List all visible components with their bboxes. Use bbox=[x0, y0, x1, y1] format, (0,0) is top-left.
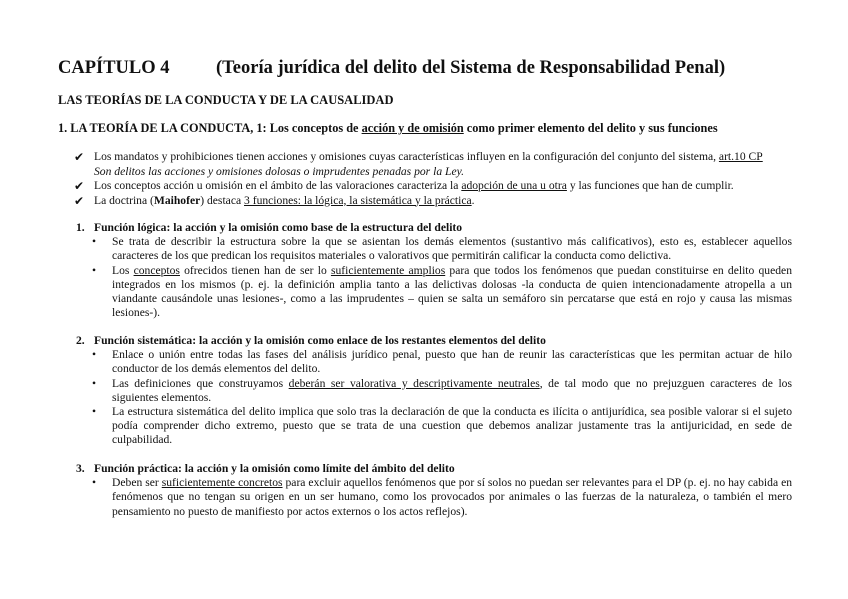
section-practical bbox=[76, 462, 792, 519]
bullet-icon: • bbox=[92, 376, 97, 390]
chapter-subtitle: (Teoría jurídica del delito del Sistema de Responsabilidad Penal) bbox=[216, 58, 726, 78]
check-item: ✔ Los conceptos acción u omisión en el ámbito de las valoraciones caracteriza la adopción de una u otra y las funciones que han de cumplir. bbox=[74, 179, 734, 193]
bullet-icon: • bbox=[92, 405, 97, 419]
section-title: 1. Función lógica: la acción y la omisión como base de la estructura del delito bbox=[76, 221, 463, 234]
list-item: • Los conceptos ofrecidos tienen han de ser lo suficientemente amplios para que todos los fenómenos que puedan constituirse en delito queden integrados en los mismos (p. ej. la definición amplia tanto a las delictivas dolosas -la conducta de quien intencionadamente atropella a un viandante causándole unas lesiones-, como a las imprudentes – quien se salta un semáforo sin percatarse que está en rojo y causa las mismas lesiones-). bbox=[92, 263, 792, 320]
bullet-icon: • bbox=[92, 348, 97, 362]
check-icon: ✔ bbox=[74, 150, 85, 164]
bullet-icon: • bbox=[92, 235, 97, 249]
section-title: 3. Función práctica: la acción y la omisión como límite del ámbito del delito bbox=[76, 462, 455, 475]
check-icon: ✔ bbox=[74, 193, 85, 208]
bullet-icon: • bbox=[92, 476, 97, 490]
section-logic bbox=[76, 221, 792, 320]
list-item: • La estructura sistemática del delito implica que solo tras la declaración de que la conducta es ilícita o antijurídica, sea posible valorar si el sujeto podía comprender dicho extremo, puesto que se trata de una cuestion que debemos analizar justamente tras la antijuricidad, en sede de culpabilidad. bbox=[92, 405, 792, 447]
bullet-icon: • bbox=[92, 263, 97, 277]
section-title: 2. Función sistemática: la acción y la omisión como enlace de los restantes elementos del delito bbox=[76, 334, 546, 347]
chapter-label: CAPÍTULO 4 bbox=[58, 58, 170, 78]
section-heading: 1. LA TEORÍA DE LA CONDUCTA, 1: Los conceptos de acción y de omisión como primer elemento del delito y sus funciones bbox=[58, 121, 718, 135]
article-link: art.10 CP bbox=[718, 150, 763, 163]
check-item: ✔ La doctrina (Maihofer) destaca 3 funciones: la lógica, la sistemática y la práctica. bbox=[74, 193, 475, 208]
section-systematic bbox=[76, 334, 792, 448]
main-heading: LAS TEORÍAS DE LA CONDUCTA Y DE LA CAUSALIDAD bbox=[58, 93, 394, 107]
list-item: • Las definiciones que construyamos deberán ser valorativa y descriptivamente neutrales, de tal modo que no prejuzguen caracteres de los siguientes elementos. bbox=[92, 376, 792, 404]
list-item: • Deben ser suficientemente concretos para excluir aquellos fenómenos que por sí solos no puedan ser relevantes para el DP (p. ej. no hay cabida en fenómenos que no tengan su origen en un ser humano, como los provocados por animales o las fuerzas de la naturaleza, o también el mero pensamiento no puesto de manifiesto por actos externos o los actos reflejos). bbox=[92, 476, 793, 518]
check-item: ✔ Los mandatos y prohibiciones tienen acciones y omisiones cuyas características influyen en la configuración del conjunto del sistema, art.10 CP Son delitos las acciones y omisiones dolosas o imprudentes penadas por la Ley. bbox=[74, 150, 763, 178]
check-list bbox=[74, 150, 794, 208]
list-item: • Se trata de describir la estructura sobre la que se asientan los demás elementos (sustantivo más calificativos), esto es, establecer aquellos caracteres de los que predican los requisitos materiales o valorativos que permitirán calificar la conducta como delictiva. bbox=[92, 235, 792, 263]
check-icon: ✔ bbox=[74, 179, 85, 193]
list-item: • Enlace o unión entre todas las fases del análisis jurídico penal, puesto que han de reunir las características que les permitan actuar de hilo conductor de los demás elementos del delito. bbox=[92, 348, 792, 376]
chapter-title bbox=[58, 58, 818, 79]
